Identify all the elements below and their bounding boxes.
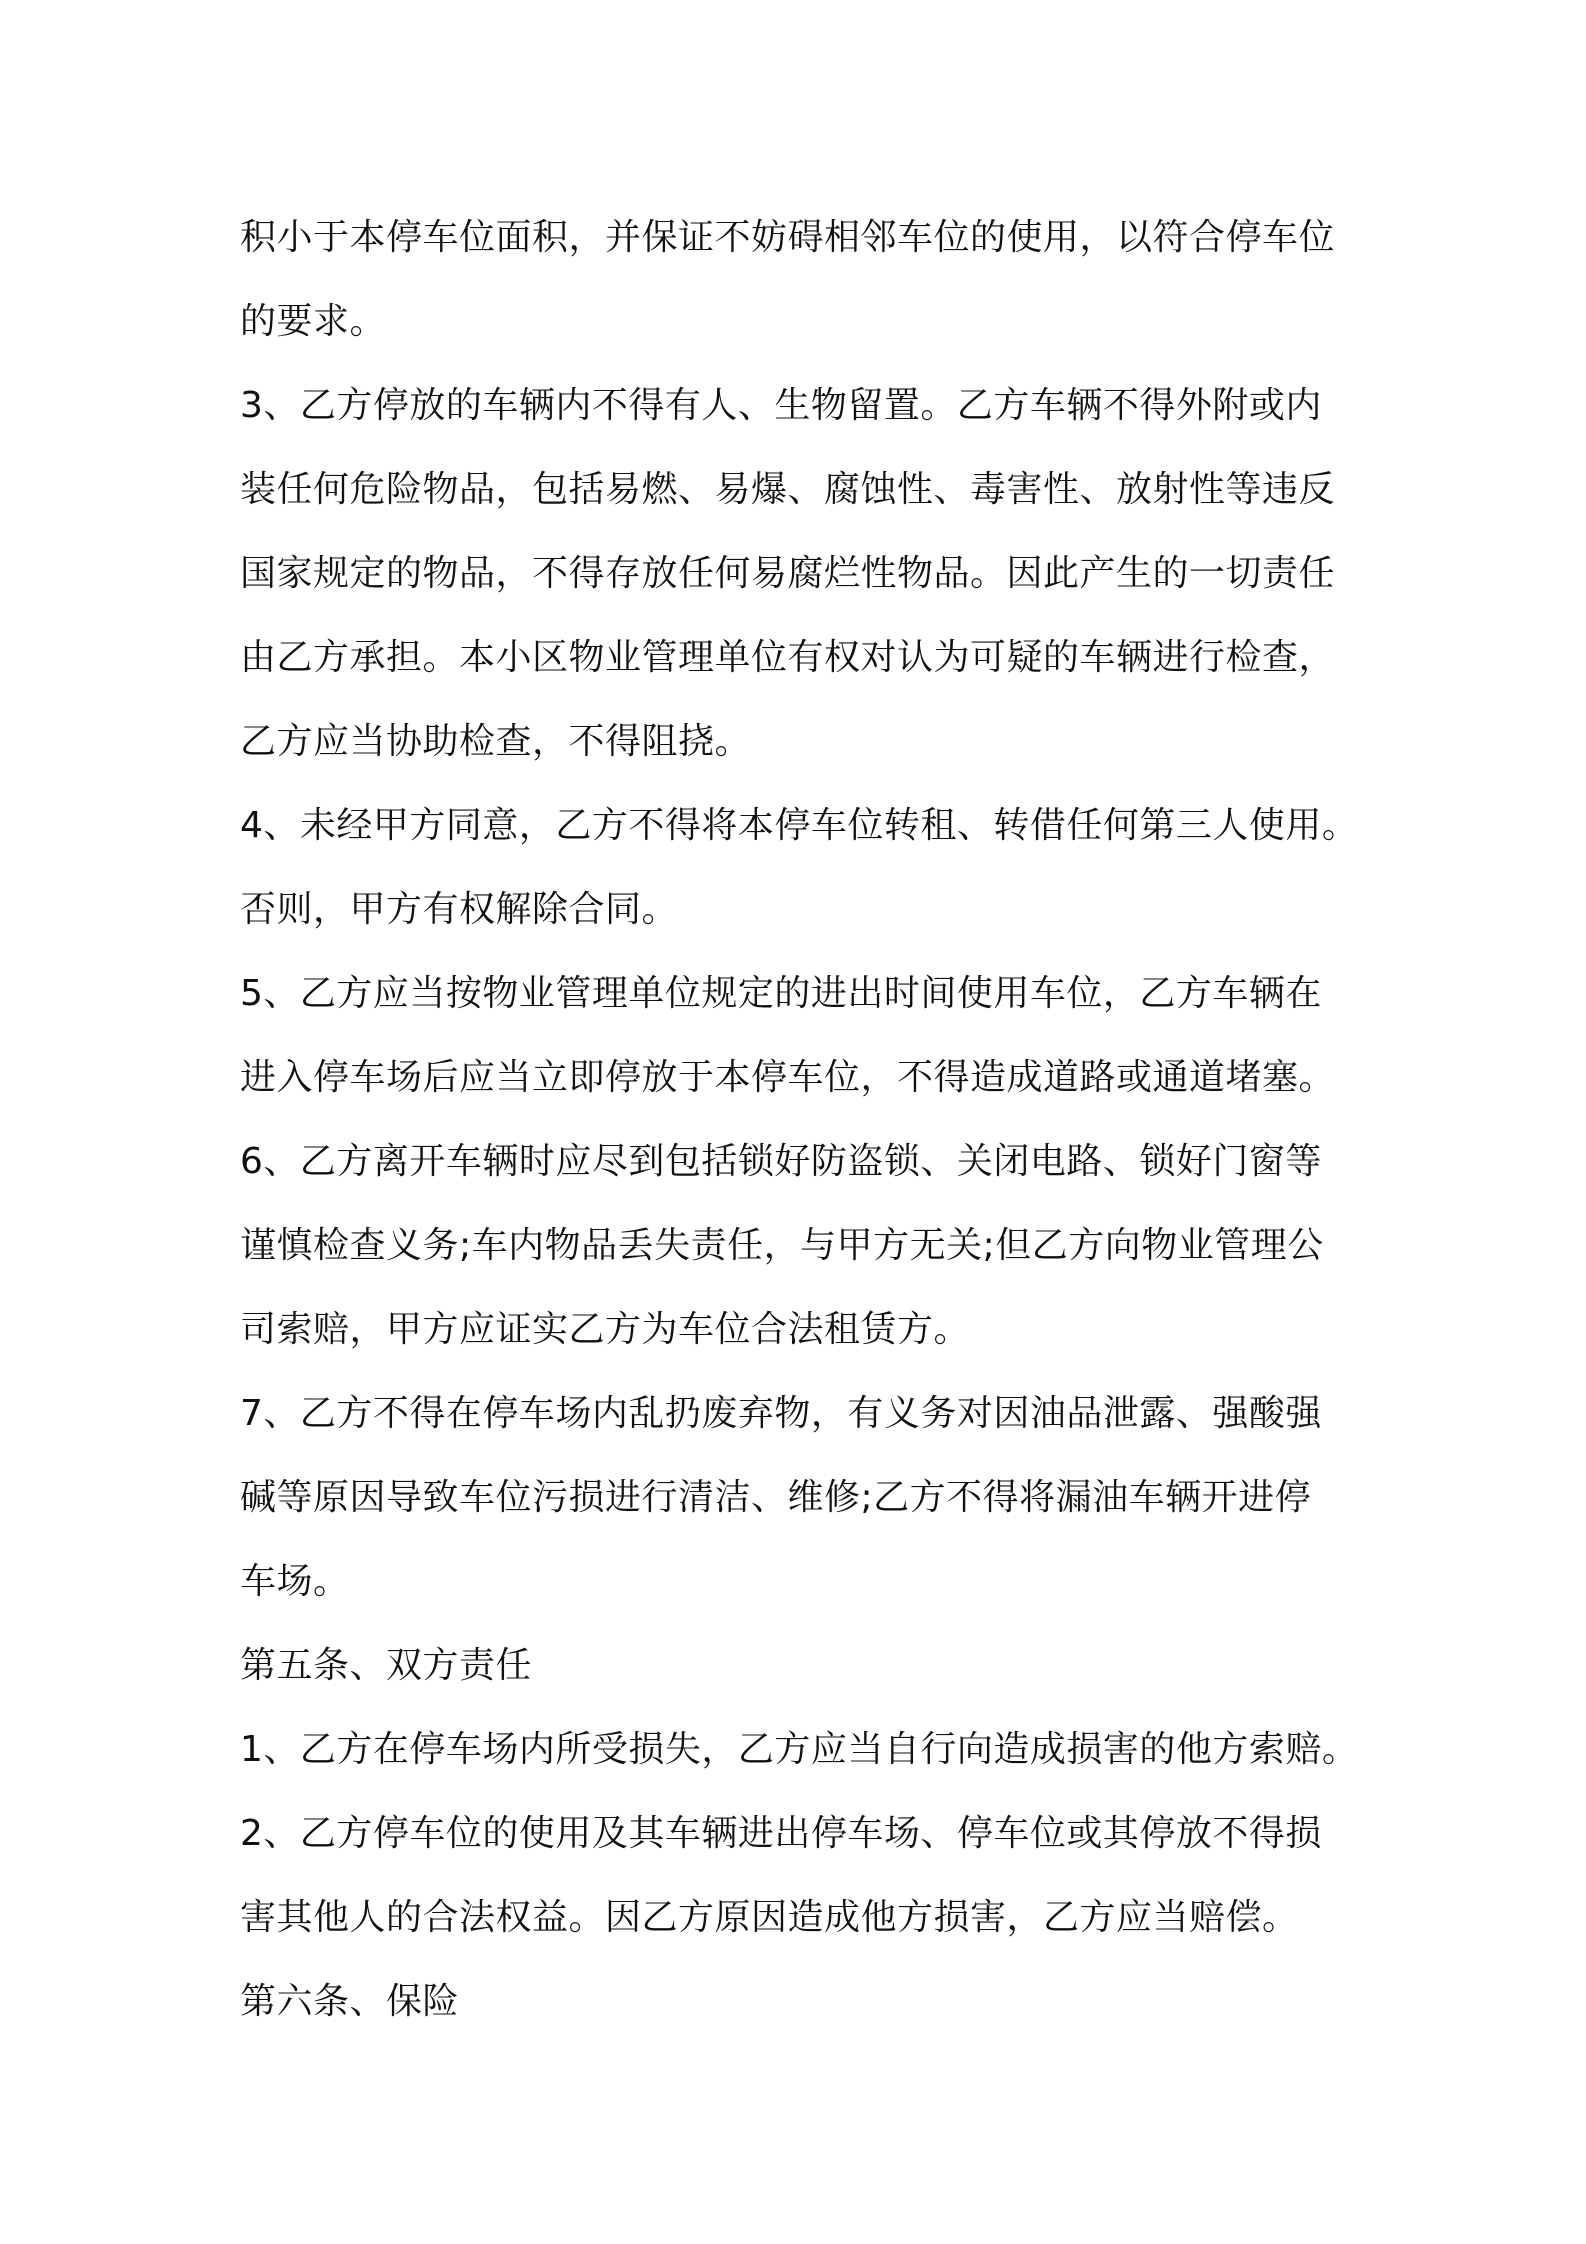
text-line: 国家规定的物品，不得存放任何易腐烂性物品。因此产生的一切责任: [240, 553, 1336, 594]
clause-2-line: 2、乙方停车位的使用及其车辆进出停车场、停车位或其停放不得损: [240, 1813, 1322, 1854]
document-body: [240, 196, 1370, 2044]
text-line: 害其他人的合法权益。因乙方原因造成他方损害，乙方应当赔偿。: [240, 1897, 1299, 1938]
text-line: 装任何危险物品，包括易燃、易爆、腐蚀性、毒害性、放射性等违反: [240, 469, 1336, 510]
text-line: 的要求。: [240, 301, 387, 342]
clause-5-line: 5、乙方应当按物业管理单位规定的进出时间使用车位，乙方车辆在: [240, 973, 1322, 1014]
section-heading-5: 第五条、双方责任: [240, 1645, 533, 1686]
clause-4-line: 4、未经甲方同意，乙方不得将本停车位转租、转借任何第三人使用。: [240, 805, 1359, 846]
text-line: 进入停车场后应当立即停放于本停车位，不得造成道路或通道堵塞。: [240, 1057, 1336, 1098]
text-line: 乙方应当协助检查，不得阻挠。: [240, 721, 752, 762]
text-line: 碱等原因导致车位污损进行清洁、维修;乙方不得将漏油车辆开进停: [240, 1477, 1312, 1518]
clause-7-line: 7、乙方不得在停车场内乱扔废弃物，有义务对因油品泄露、强酸强: [240, 1393, 1322, 1434]
text-line: 否则，甲方有权解除合同。: [240, 889, 679, 930]
text-line: 谨慎检查义务;车内物品丢失责任，与甲方无关;但乙方向物业管理公: [240, 1225, 1324, 1266]
text-line: 司索赔，甲方应证实乙方为车位合法租赁方。: [240, 1309, 971, 1350]
text-line: 积小于本停车位面积，并保证不妨碍相邻车位的使用，以符合停车位: [240, 217, 1336, 258]
clause-3-line: 3、乙方停放的车辆内不得有人、生物留置。乙方车辆不得外附或内: [240, 385, 1322, 426]
text-line: 车场。: [240, 1561, 350, 1602]
clause-1-line: 1、乙方在停车场内所受损失，乙方应当自行向造成损害的他方索赔。: [240, 1729, 1359, 1770]
section-heading-6: 第六条、保险: [240, 1981, 460, 2022]
text-line: 由乙方承担。本小区物业管理单位有权对认为可疑的车辆进行检查，: [240, 637, 1336, 678]
clause-6-line: 6、乙方离开车辆时应尽到包括锁好防盗锁、关闭电路、锁好门窗等: [240, 1141, 1322, 1182]
